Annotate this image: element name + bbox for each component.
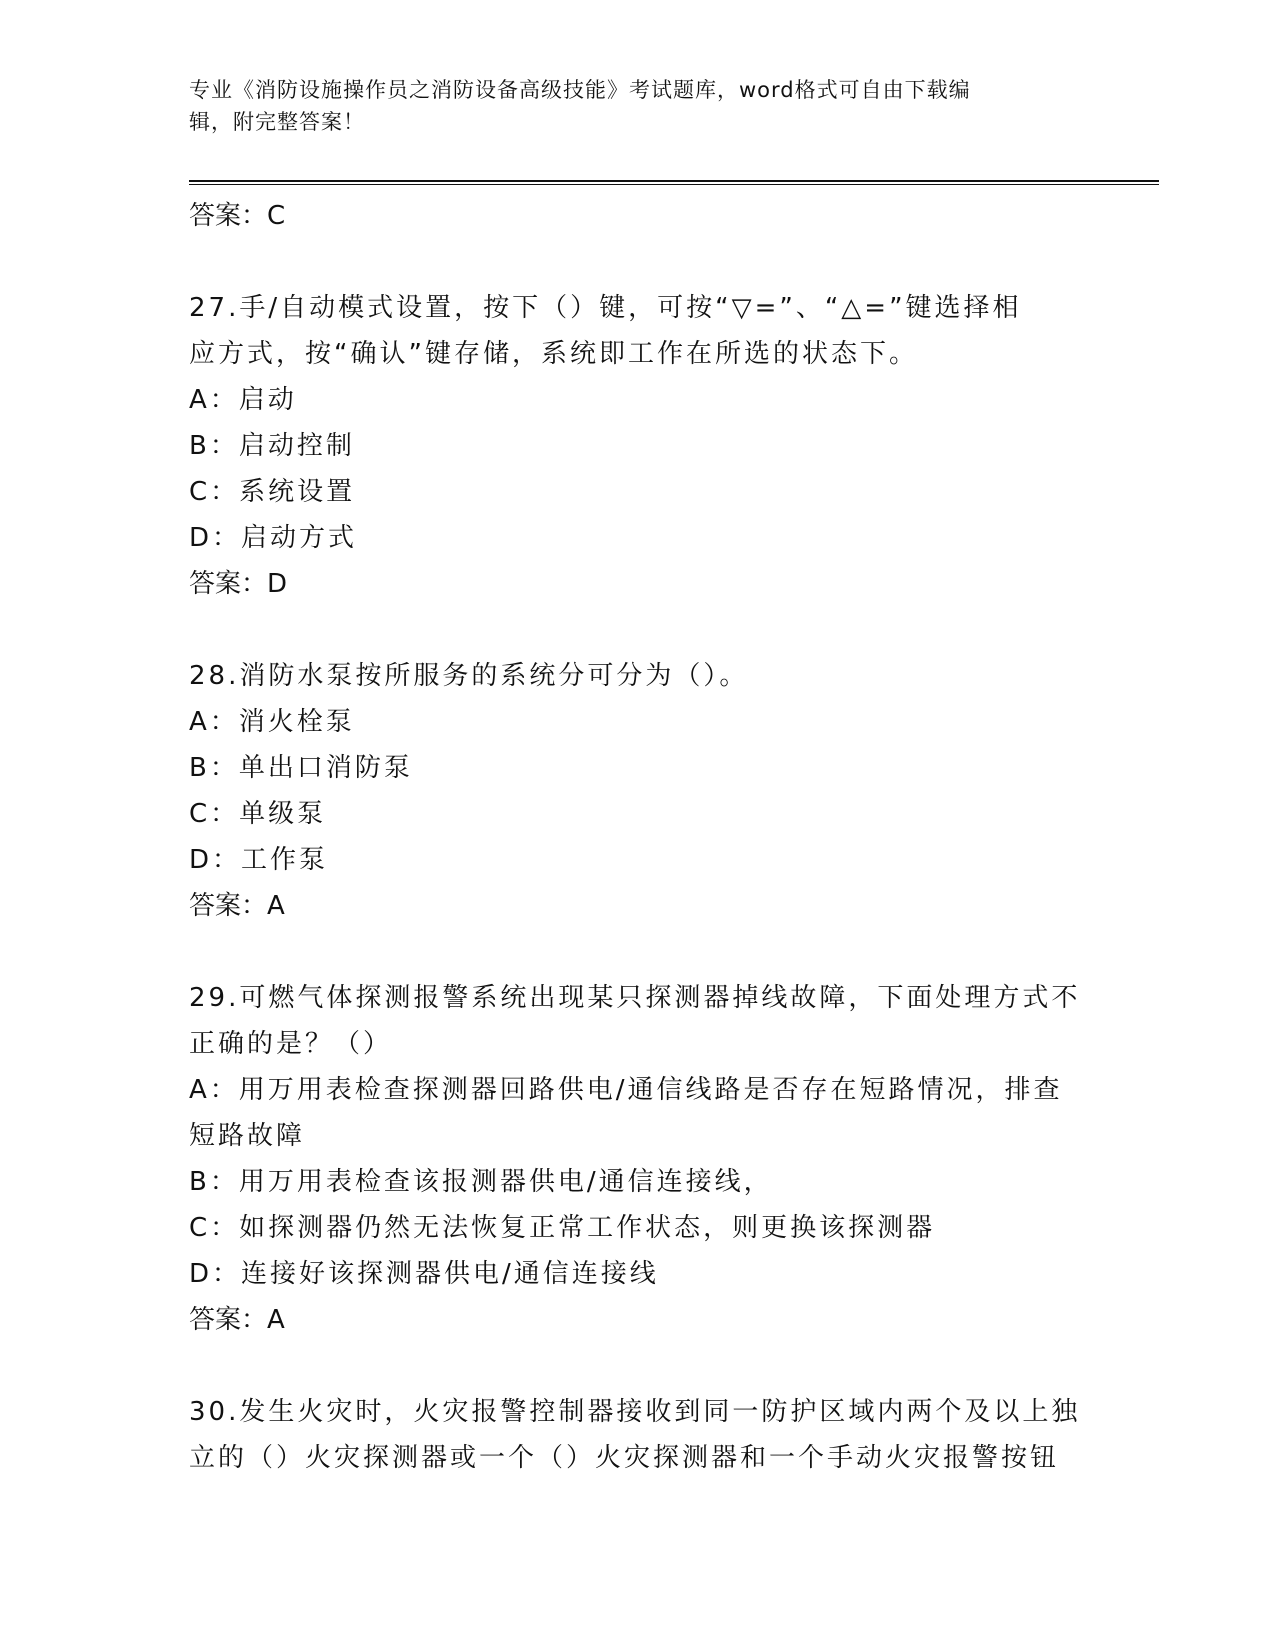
option-a: A：启动 <box>189 385 297 415</box>
option-c: C：单级泵 <box>189 799 327 829</box>
answer-line: 答案：C <box>189 201 286 231</box>
header-line: 专业《消防设施操作员之消防设备高级技能》考试题库，word格式可自由下载编 <box>189 78 971 102</box>
option-d: D：启动方式 <box>189 523 358 553</box>
question-text-line: 28.消防水泵按所服务的系统分可分为（）。 <box>189 661 749 691</box>
question-text-line: 正确的是？（） <box>189 1029 393 1059</box>
option-d: D：工作泵 <box>189 845 329 875</box>
question-block <box>189 285 1089 607</box>
option-d: D：连接好该探测器供电/通信连接线 <box>189 1259 659 1289</box>
option-b: B：用万用表检查该报测器供电/通信连接线， <box>189 1167 773 1197</box>
option-b: B：启动控制 <box>189 431 355 461</box>
answer-line: 答案：A <box>189 1305 285 1335</box>
question-text-line: 应方式，按“确认”键存储，系统即工作在所选的状态下。 <box>189 339 918 369</box>
question-list <box>189 193 1089 1481</box>
option-c: C：系统设置 <box>189 477 356 507</box>
question-block <box>189 653 1089 929</box>
question-text-line: 29.可燃气体探测报警系统出现某只探测器掉线故障，下面处理方式不 <box>189 983 1081 1013</box>
document-header <box>189 74 1089 138</box>
option-a-continued: 短路故障 <box>189 1121 306 1151</box>
header-divider-thin <box>189 184 1159 185</box>
question-text-line: 30.发生火灾时，火灾报警控制器接收到同一防护区域内两个及以上独 <box>189 1397 1081 1427</box>
question-text-line: 立的（）火灾探测器或一个（）火灾探测器和一个手动火灾报警按钮 <box>189 1443 1060 1473</box>
option-c: C：如探测器仍然无法恢复正常工作状态，则更换该探测器 <box>189 1213 936 1243</box>
header-divider <box>189 180 1159 182</box>
header-line: 辑，附完整答案！ <box>189 110 365 134</box>
question-block <box>189 975 1089 1343</box>
question-block <box>189 1389 1089 1481</box>
question-text-line: 27.手/自动模式设置，按下（）键，可按“▽=”、“△=”键选择相 <box>189 293 1022 323</box>
option-a: A：用万用表检查探测器回路供电/通信线路是否存在短路情况，排查 <box>189 1075 1063 1105</box>
answer-line: 答案：A <box>189 891 285 921</box>
option-a: A：消火栓泵 <box>189 707 355 737</box>
option-b: B：单出口消防泵 <box>189 753 413 783</box>
answer-line: 答案：D <box>189 569 288 599</box>
